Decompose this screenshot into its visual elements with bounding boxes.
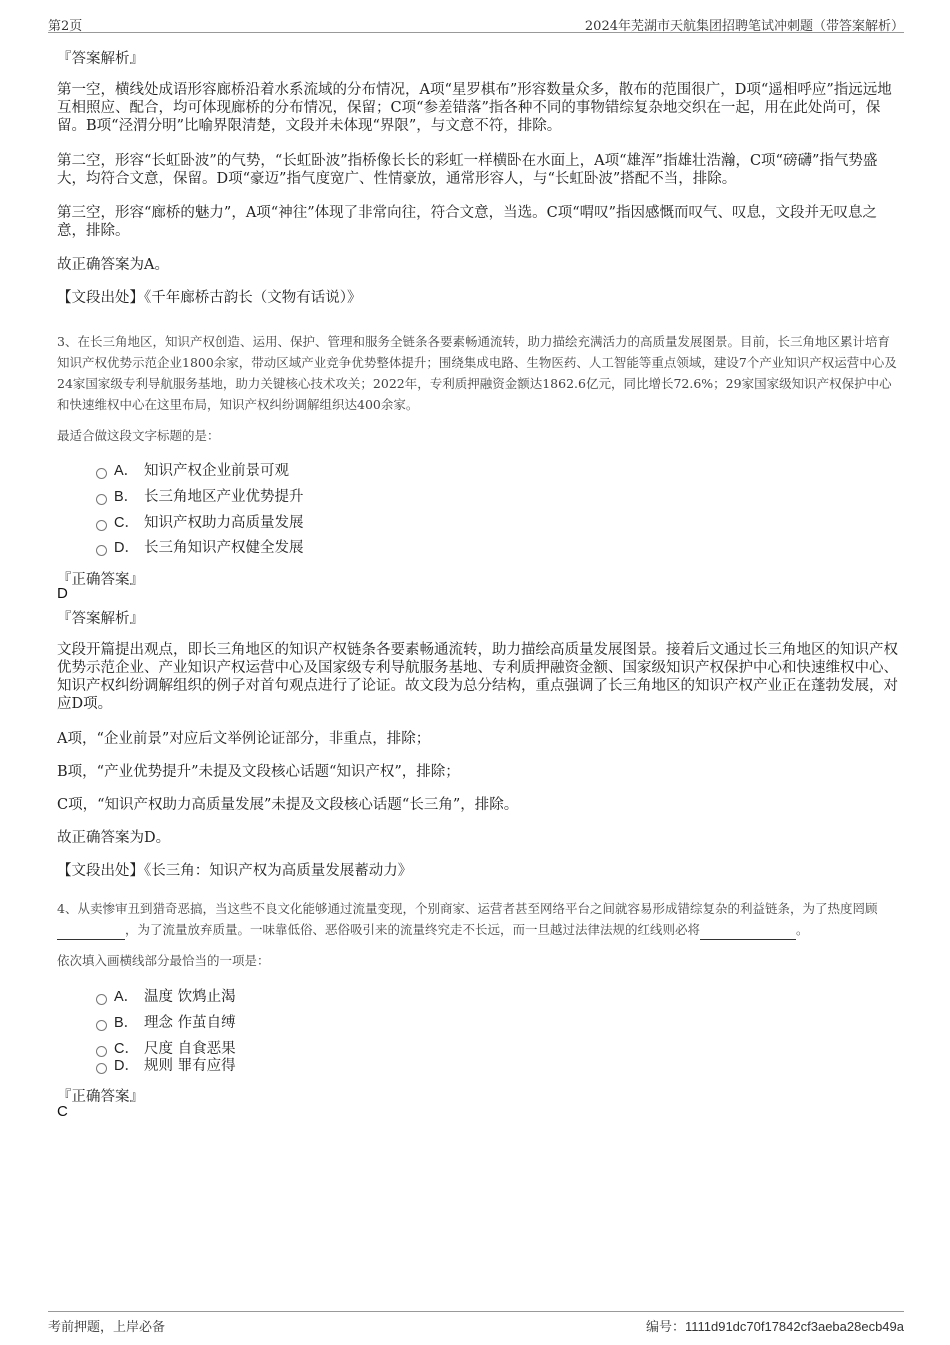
page-number: 第2页: [48, 19, 83, 34]
page-footer: [48, 1311, 904, 1338]
radio-icon[interactable]: [96, 1063, 107, 1074]
q3-analysis-para1: 文段开篇提出观点，即长三角地区的知识产权链条各要素畅通流转，助力描绘高质量发展图景。接着后文通过长三角地区的知识产权优势示范企业、产业知识产权运营中心及国家级专利导航服务基地、专利质押融资金额、国家级知识产权保护中心和快速维权中心、知识产权纠纷调解组织的例子对首句观点进行了论证。故文段为总分结构，重点强调了长三角地区的知识产权产业正在蓬勃发展，对应D项。: [57, 642, 898, 712]
q3-analysis-para3: B项，“产业优势提升”未提及文段核心话题“知识产权”，排除；: [57, 764, 460, 780]
q2-analysis-label: 『答案解析』: [57, 51, 144, 67]
q4-blank-1: [57, 925, 125, 940]
q4-option-d[interactable]: D． 规则 罪有应得: [96, 1056, 236, 1076]
q3-analysis-label: 『答案解析』: [57, 611, 144, 627]
q2-analysis-para3: 第三空，形容“廊桥的魅力”，A项“神往”体现了非常向往，符合文意，当选。C项“喟叹”指因感慨而叹气、叹息，文段并无叹息之意，排除。: [57, 205, 878, 239]
q3-correct-answer: D: [57, 585, 68, 602]
q4-option-a[interactable]: A． 温度 饮鸩止渴: [96, 987, 236, 1007]
radio-icon[interactable]: [96, 468, 107, 479]
q4-stem: 4、从卖惨审丑到猎奇恶搞，当这些不良文化能够通过流量变现，个别商家、运营者甚至网络平台之间就容易形成错综复杂的利益链条，为了热度罔顾，为了流量放弃质量。一味靠低俗、恶俗吸引来的流量终究走不长远，而一旦越过法律法规的红线则必将 。: [57, 898, 900, 940]
footer-document-id: 编号：1111d91dc70f17842cf3aeba28ecb49a: [645, 1319, 904, 1334]
q2-analysis-para1: 第一空，横线处成语形容廊桥沿着水系流域的分布情况，A项“星罗棋布”形容数量众多，散布的范围很广，D项“遥相呼应”指远远地互相照应、配合，均可体现廊桥的分布情况，保留；C项“参差错落”指各种不同的事物错综复杂地交织在一起，用在此处尚可，保留。B项“泾渭分明”比喻界限清楚，文段并未体现“界限”，与文意不符，排除。: [57, 82, 892, 134]
q2-analysis-para2: 第二空，形容“长虹卧波”的气势，“长虹卧波”指桥像长长的彩虹一样横卧在水面上，A项“雄浑”指雄壮浩瀚，C项“磅礴”指气势盛大，均符合文意，保留。D项“豪迈”指气度宽广、性情豪放，通常形容人，与“长虹卧波”搭配不当，排除。: [57, 153, 878, 187]
radio-icon[interactable]: [96, 1046, 107, 1057]
radio-icon[interactable]: [96, 520, 107, 531]
q3-prompt: 最适合做这段文字标题的是：: [57, 428, 220, 443]
q3-option-b[interactable]: B． 长三角地区产业优势提升: [96, 487, 304, 507]
q3-analysis-para4: C项，“知识产权助力高质量发展”未提及文段核心话题“长三角”，排除。: [57, 797, 519, 813]
q2-source: 【文段出处】《千年廊桥古韵长（文物有话说）》: [57, 290, 362, 306]
footer-slogan: 考前押题，上岸必备: [48, 1320, 166, 1335]
q4-correct-answer: C: [57, 1103, 68, 1120]
q4-prompt: 依次填入画横线部分最恰当的一项是：: [57, 953, 270, 968]
document-title: 2024年芜湖市天航集团招聘笔试冲刺题（带答案解析）: [584, 19, 904, 34]
q3-correct-label: 『正确答案』: [57, 572, 144, 588]
q4-option-c[interactable]: C． 尺度 自食恶果: [96, 1039, 236, 1059]
q3-analysis-para2: A项，“企业前景”对应后文举例论证部分，非重点，排除；: [57, 731, 431, 747]
q3-option-d[interactable]: D． 长三角知识产权健全发展: [96, 538, 304, 558]
q2-conclusion: 故正确答案为A。: [57, 257, 169, 273]
radio-icon[interactable]: [96, 994, 107, 1005]
q3-stem: 3、在长三角地区，知识产权创造、运用、保护、管理和服务全链条各要素畅通流转，助力描绘充满活力的高质量发展图景。目前，长三角地区累计培育知识产权优势示范企业1800余家，带动区域产业竞争优势整体提升；围绕集成电路、生物医药、人工智能等重点领域，建设7个产业知识产权运营中心及24家国家级专利导航服务基地，助力关键核心技术攻关；2022年，专利质押融资金额达1862.6亿元，同比增长72.6%；29家国家级知识产权保护中心和快速维权中心在这里布局，知识产权纠纷调解组织达400余家。: [57, 334, 897, 412]
q3-option-a[interactable]: A． 知识产权企业前景可观: [96, 461, 289, 481]
q3-source: 【文段出处】《长三角：知识产权为高质量发展蓄动力》: [57, 863, 413, 879]
q4-option-b[interactable]: B． 理念 作茧自缚: [96, 1013, 236, 1033]
page-header: [48, 12, 904, 33]
q4-correct-label: 『正确答案』: [57, 1089, 144, 1105]
q4-blank-2: [700, 925, 796, 940]
radio-icon[interactable]: [96, 545, 107, 556]
q3-conclusion: 故正确答案为D。: [57, 830, 171, 846]
q3-option-c[interactable]: C． 知识产权助力高质量发展: [96, 513, 304, 533]
radio-icon[interactable]: [96, 1020, 107, 1031]
radio-icon[interactable]: [96, 494, 107, 505]
